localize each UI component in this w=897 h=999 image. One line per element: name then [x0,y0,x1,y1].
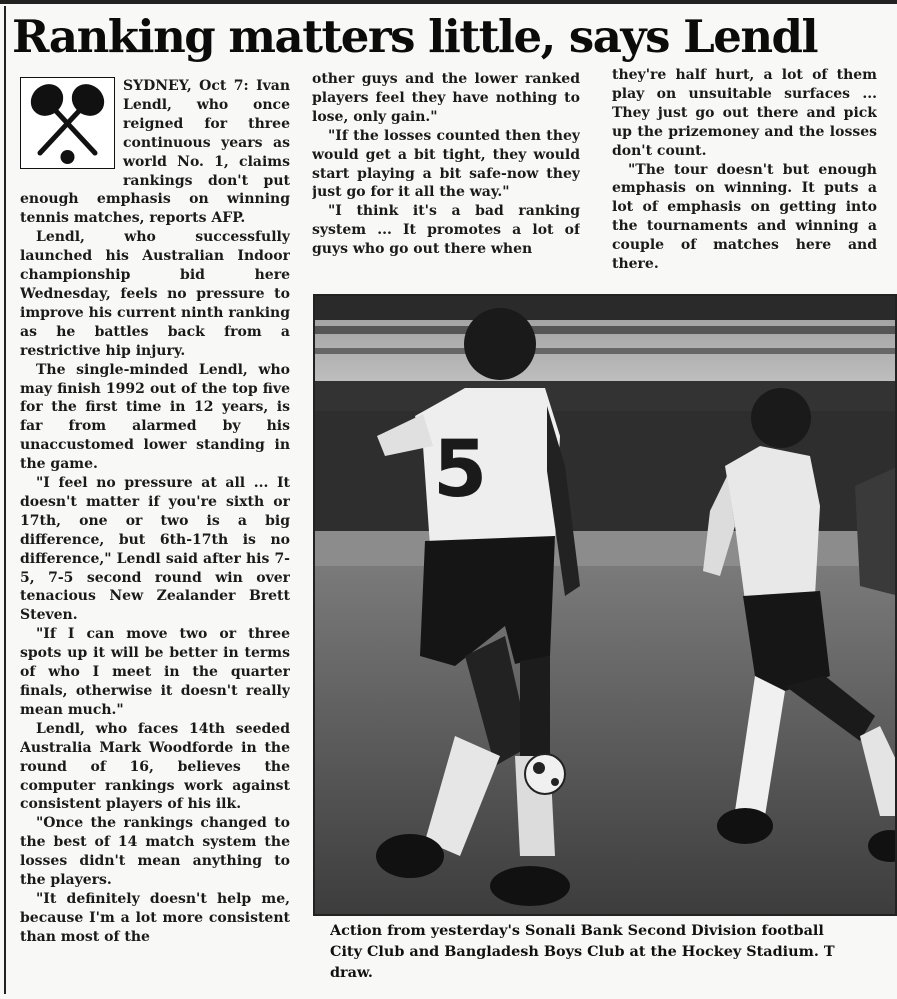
article-column-3 [612,66,877,281]
top-border-rule [0,0,897,4]
caption-line: City Club and Bangladesh Boys Club at the Hockey Stadium. T [330,943,835,960]
paragraph: "I feel no pressure at all ... It doesn't matter if you're sixth or 17th, one or two is a big difference, but 6th-17th is no difference," Lendl said after his 7-5, 7-5 second round win over tenacious New Zealander Brett Steven. [20,475,290,624]
paragraph: Lendl, who faces 14th seeded Australia Mark Woodforde in the round of 16, believes the computer rankings work against consistent players of his ilk. [20,720,290,813]
caption-line: draw. [330,964,373,981]
paragraph: "The tour doesn't but enough emphasis on winning. It puts a lot of emphasis on getting into the tournaments and winning a couple of matches here and there. [612,161,877,273]
paragraph: "If I can move two or three spots up it will be better in terms of who I meet in the quarter finals, otherwise it doesn't really mean much." [20,626,290,718]
jersey-number: 5 [433,425,488,515]
paragraph: other guys and the lower ranked players feel they have nothing to lose, only gain." [312,71,580,125]
crossed-tennis-rackets-icon [20,77,115,169]
article-column-1 [20,77,290,992]
article-column-2 [312,70,580,285]
paragraph: "Once the rankings changed to the best of 14 match system the losses didn't mean anything to the players. [20,815,290,889]
paragraph: "I think it's a bad ranking system ... It promotes a lot of guys who go out there when [312,203,580,258]
photo-caption [330,920,897,990]
lead-paragraph: Ivan Lendl, who once reigned for three continuous years as world No. 1, claims rankings don't put enough emphasis on winning tennis matches, reports AFP. [20,78,290,227]
dateline: SYDNEY, Oct 7: [123,78,249,94]
paragraph: "If the losses counted then they would get a bit tight, they would start playing a bit safe-now they just go for it all the way." [312,127,580,201]
caption-line: Action from yesterday's Sonali Bank Second Division football [330,922,824,939]
football [525,754,565,794]
headline: Ranking matters little, says Lendl [12,10,818,63]
paragraph: The single-minded Lendl, who may finish 1992 out of the top five for the first time in 12 years, is far from alarmed by his unaccustomed lower standing in the game. [20,361,290,473]
paragraph: "It definitely doesn't help me, because I'm a lot more consistent than most of the [20,890,290,945]
paragraph: they're half hurt, a lot of them play on unsuitable surfaces ... They just go out there and pick up the prizemoney and the losses don't count. [612,67,877,159]
football-action-photo [313,294,897,916]
paragraph: Lendl, who successfully launched his Australian Indoor championship bid here Wednesday, feels no pressure to improve his current ninth ranking as he battles back from a restrictive hip injury. [20,229,290,359]
